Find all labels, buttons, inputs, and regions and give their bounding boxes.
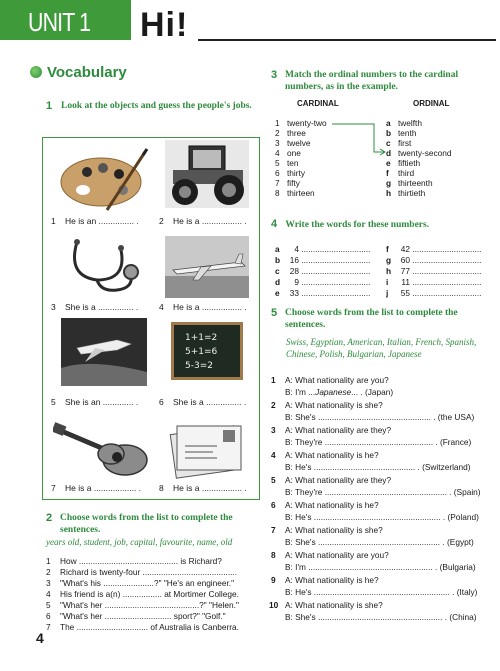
sentence-text: How ........................................... is Richard? — [60, 556, 222, 566]
exercise-instruction: Write the words for these numbers. — [285, 220, 430, 230]
question-6: 6 A: What nationality is he? — [271, 500, 379, 510]
answer-10: B: She's ...................................................... . (China) — [285, 612, 477, 622]
number-item: h 77 .............................. — [386, 266, 482, 276]
exercise-number: 3 — [271, 69, 278, 81]
cardinal-item: 8 thirteen — [275, 188, 315, 198]
number-item: g 60 .............................. — [386, 255, 482, 265]
green-bullet-icon — [30, 66, 42, 78]
answer-2: B: She's ................................................. . (the USA) — [285, 412, 475, 422]
answer-5: B: They're ..................................................... . (Spain) — [285, 487, 481, 497]
number-item: a 4 .............................. — [275, 244, 371, 254]
stethoscope-image — [57, 236, 149, 298]
exercise-instruction: Choose words from the list to complete the sentences. — [60, 513, 233, 535]
cardinal-header: CARDINAL — [297, 99, 339, 108]
caption-6 — [159, 397, 246, 407]
nationality-word-list: Swiss, Egyptian, American, Italian, French, Spanish, Chinese, Polish, Bulgarian, Japanese — [286, 337, 477, 359]
svg-text:5+1=6: 5+1=6 — [185, 347, 218, 357]
ordinal-item: f third — [386, 168, 415, 178]
number-item: i 11 .............................. — [386, 277, 482, 287]
answer-8: B: I'm ...................................................... . (Bulgaria) — [285, 562, 476, 572]
caption-text: She is a ............... . — [173, 397, 247, 407]
ordinal-header: ORDINAL — [413, 99, 450, 108]
ordinal-item: d twenty-second — [386, 148, 452, 158]
number-item: f 42 .............................. — [386, 244, 482, 254]
sentence-7: 7 The ............................... of Australia is Canberra. — [46, 622, 239, 632]
cardinal-item: 1 twenty-two — [275, 118, 327, 128]
exercise-instruction: Match the ordinal numbers to the cardinal numbers, as in the example. — [285, 70, 459, 92]
svg-text:5-3=2: 5-3=2 — [185, 361, 213, 371]
sentence-5: 5 "What's her .........................................?" "Helen." — [46, 600, 239, 610]
example-answer: Japanese — [315, 387, 352, 397]
guitar-image — [53, 418, 151, 480]
exercise-instruction: Look at the objects and guess the people's jobs. — [61, 101, 252, 111]
number-item: d 9 .............................. — [275, 277, 371, 287]
photo-grid-frame — [42, 137, 260, 500]
letters-envelopes-image — [167, 420, 247, 480]
number-item: j 55 .............................. — [386, 288, 482, 298]
page-title: Hi! — [140, 6, 189, 44]
number-item: c 28 .............................. — [275, 266, 371, 276]
caption-5 — [51, 397, 138, 407]
exercise-number: 4 — [271, 218, 278, 230]
caption-1 — [51, 216, 139, 226]
svg-text:1+1=2: 1+1=2 — [185, 333, 218, 343]
caption-7 — [51, 483, 141, 493]
sentence-3: 3 "What's his ......................?" "He's an engineer." — [46, 578, 235, 588]
sentence-text: "What's his ......................?" "He's an engineer." — [60, 578, 235, 588]
tractor-image — [165, 140, 249, 208]
caption-text: He is a .................. . — [65, 483, 142, 493]
caption-text: He is an ............... . — [65, 216, 139, 226]
example-match-line — [330, 120, 390, 156]
number-item: e 33 .............................. — [275, 288, 371, 298]
sentence-text: His friend is a(n) ................. at Mortimer College. — [60, 589, 239, 599]
sentence-2: 2 Richard is twenty-four ......................................... — [46, 567, 238, 577]
vocabulary-heading: Vocabulary — [47, 64, 127, 81]
caption-number: 8 — [159, 483, 164, 493]
question-5: 5 A: What nationality are they? — [271, 475, 392, 485]
caption-2 — [159, 216, 247, 226]
ordinal-item: g thirteenth — [386, 178, 433, 188]
exercise-number: 1 — [46, 100, 53, 112]
ordinal-item: h thirtieth — [386, 188, 426, 198]
page-number: 4 — [36, 630, 44, 646]
answer-4: B: He's ............................................ . (Switzerland) — [285, 462, 471, 472]
sentence-text: The ............................... of Australia is Canberra. — [60, 622, 239, 632]
caption-text: He is a ................. . — [173, 302, 247, 312]
answer-9: B: He's ........................................................... . (Italy) — [285, 587, 478, 597]
ordinal-item: b tenth — [386, 128, 417, 138]
answer-7: B: She's ..................................................... . (Egypt) — [285, 537, 474, 547]
sentence-text: "What's her ............................. sport?" "Golf." — [60, 611, 226, 621]
exercise-number: 5 — [271, 307, 278, 319]
answer-6: B: He's ....................................................... . (Poland) — [285, 512, 479, 522]
sentence-text: "What's her .........................................?" "Helen." — [60, 600, 239, 610]
caption-text: He is a ................. . — [173, 216, 247, 226]
caption-number: 2 — [159, 216, 164, 226]
caption-number: 6 — [159, 397, 164, 407]
space-shuttle-image — [61, 318, 147, 386]
airplane-image — [165, 236, 249, 298]
sentence-6: 6 "What's her ............................. sport?" "Golf." — [46, 611, 226, 621]
caption-number: 7 — [51, 483, 56, 493]
exercise-4-heading — [271, 218, 429, 231]
exercise-instruction: Choose words from the list to complete the sentences. — [285, 308, 458, 330]
sentence-4: 4 His friend is a(n) ................. at Mortimer College. — [46, 589, 239, 599]
cardinal-item: 2 three — [275, 128, 306, 138]
question-4: 4 A: What nationality is he? — [271, 450, 379, 460]
caption-3 — [51, 302, 138, 312]
caption-number: 1 — [51, 216, 56, 226]
question-7: 7 A: What nationality is she? — [271, 525, 383, 535]
paint-palette-image — [57, 146, 149, 214]
answer-1: B: I'm ...Japanese... . (Japan) — [285, 387, 394, 397]
caption-number: 5 — [51, 397, 56, 407]
ordinal-item: a twelfth — [386, 118, 422, 128]
answer-3: B: They're ............................................... . (France) — [285, 437, 472, 447]
caption-text: She is a ............... . — [65, 302, 139, 312]
ordinal-item: e fiftieth — [386, 158, 421, 168]
caption-4 — [159, 302, 247, 312]
ordinal-item: c first — [386, 138, 412, 148]
question-2: 2 A: What nationality is she? — [271, 400, 383, 410]
caption-text: She is an ............. . — [65, 397, 139, 407]
cardinal-item: 7 fifty — [275, 178, 300, 188]
cardinal-item: 3 twelve — [275, 138, 311, 148]
sentence-1: 1 How ........................................... is Richard? — [46, 556, 222, 566]
section-heading-vocabulary — [30, 64, 127, 81]
exercise-number: 2 — [46, 512, 53, 524]
title-underline — [198, 39, 496, 41]
word-list: years old, student, job, capital, favourite, name, old — [46, 537, 233, 547]
question-9: 9 A: What nationality is he? — [271, 575, 379, 585]
question-1: 1 A: What nationality are you? — [271, 375, 389, 385]
blackboard-image — [171, 322, 243, 380]
question-10: 10 A: What nationality is she? — [269, 600, 383, 610]
number-item: b 16 .............................. — [275, 255, 371, 265]
unit-label: UNIT 1 — [28, 7, 91, 37]
sentence-text: Richard is twenty-four ......................................... — [60, 567, 238, 577]
question-3: 3 A: What nationality are they? — [271, 425, 392, 435]
cardinal-item: 4 one — [275, 148, 301, 158]
unit-banner — [0, 0, 131, 40]
question-8: 8 A: What nationality are you? — [271, 550, 389, 560]
caption-8 — [159, 483, 247, 493]
caption-number: 3 — [51, 302, 56, 312]
caption-text: He is a ................. . — [173, 483, 247, 493]
cardinal-item: 5 ten — [275, 158, 299, 168]
caption-number: 4 — [159, 302, 164, 312]
cardinal-item: 6 thirty — [275, 168, 305, 178]
